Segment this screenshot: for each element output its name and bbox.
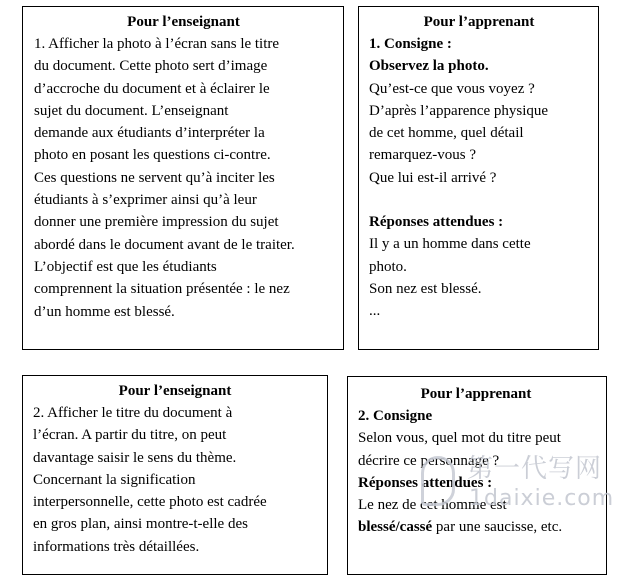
text-line: demande aux étudiants d’interpréter la bbox=[34, 125, 265, 142]
question-line: Que lui est-il arrivé ? bbox=[369, 169, 497, 186]
text-line: informations très détaillées. bbox=[33, 538, 200, 555]
text-line: d’un homme est blessé. bbox=[34, 303, 175, 320]
question-line: remarquez-vous ? bbox=[369, 147, 477, 164]
spacer bbox=[369, 189, 589, 211]
answer-line: Son nez est blessé. bbox=[369, 280, 482, 297]
text-line: étudiants à s’exprimer ainsi qu’à leur bbox=[34, 192, 257, 209]
text-line: sujet du document. L’enseignant bbox=[34, 102, 229, 119]
answer-line: Il y a un homme dans cette bbox=[369, 236, 531, 253]
teacher-instructions-1 bbox=[34, 33, 333, 323]
text-line: 2. Afficher le titre du document à bbox=[33, 405, 233, 421]
learner-box-2 bbox=[347, 376, 607, 575]
teacher-box-2 bbox=[22, 375, 328, 575]
watermark-url: 1daixie.com bbox=[469, 486, 615, 511]
answers-heading: Réponses attendues : bbox=[369, 214, 504, 231]
answer-line: photo. bbox=[369, 258, 407, 275]
box-title: Pour l’apprenant bbox=[423, 14, 535, 30]
text-line: L’objectif est que les étudiants bbox=[34, 258, 217, 275]
teacher-instructions-2 bbox=[33, 402, 317, 558]
text-line: en gros plan, ainsi montre-t-elle des bbox=[33, 516, 248, 533]
box-title: Pour l’enseignant bbox=[127, 14, 240, 30]
question-line: Qu’est-ce que vous voyez ? bbox=[369, 80, 535, 97]
consigne-heading: 1. Consigne : bbox=[369, 36, 452, 52]
learner-box-1 bbox=[358, 6, 599, 350]
answer-line bbox=[358, 516, 594, 538]
text-line: Ces questions ne servent qu’à inciter les bbox=[34, 169, 275, 186]
text-line: interpersonnelle, cette photo est cadrée bbox=[33, 494, 267, 511]
text-line: d’accroche du document et à éclairer le bbox=[34, 80, 270, 97]
question-line: décrire ce personnage ? bbox=[358, 452, 500, 469]
question-line: de cet homme, quel détail bbox=[369, 125, 524, 142]
text-line: 1. Afficher la photo à l’écran sans le titre bbox=[34, 36, 280, 52]
answer-bold-word: blessé/cassé bbox=[358, 519, 433, 536]
box-title: Pour l’apprenant bbox=[420, 386, 532, 402]
box-title: Pour l’enseignant bbox=[118, 383, 232, 399]
watermark-text: 第一代写网 bbox=[467, 454, 603, 484]
instruction-text: Observez la photo. bbox=[369, 58, 489, 75]
consigne-heading: 2. Consigne bbox=[358, 408, 433, 424]
answer-rest: par une saucisse, etc. bbox=[432, 519, 563, 536]
teacher-box-1 bbox=[22, 6, 344, 350]
text-line: Concernant la signification bbox=[33, 471, 196, 488]
text-line: abordé dans le document avant de le traiter. bbox=[34, 236, 295, 253]
question-line: Selon vous, quel mot du titre peut bbox=[358, 430, 561, 447]
text-line: du document. Cette photo sert d’image bbox=[34, 58, 268, 75]
text-line: l’écran. A partir du titre, on peut bbox=[33, 427, 227, 444]
answer-line: Le nez de cet homme est bbox=[358, 497, 507, 514]
answers-heading: Réponses attendues : bbox=[358, 474, 493, 491]
text-line: donner une première impression du sujet bbox=[34, 214, 279, 231]
text-line: davantage saisir le sens du thème. bbox=[33, 449, 237, 466]
text-line: comprennent la situation présentée : le nez bbox=[34, 281, 290, 298]
answer-line: ... bbox=[369, 303, 381, 320]
question-line: D’après l’apparence physique bbox=[369, 102, 549, 119]
text-line: photo en posant les questions ci-contre. bbox=[34, 147, 271, 164]
